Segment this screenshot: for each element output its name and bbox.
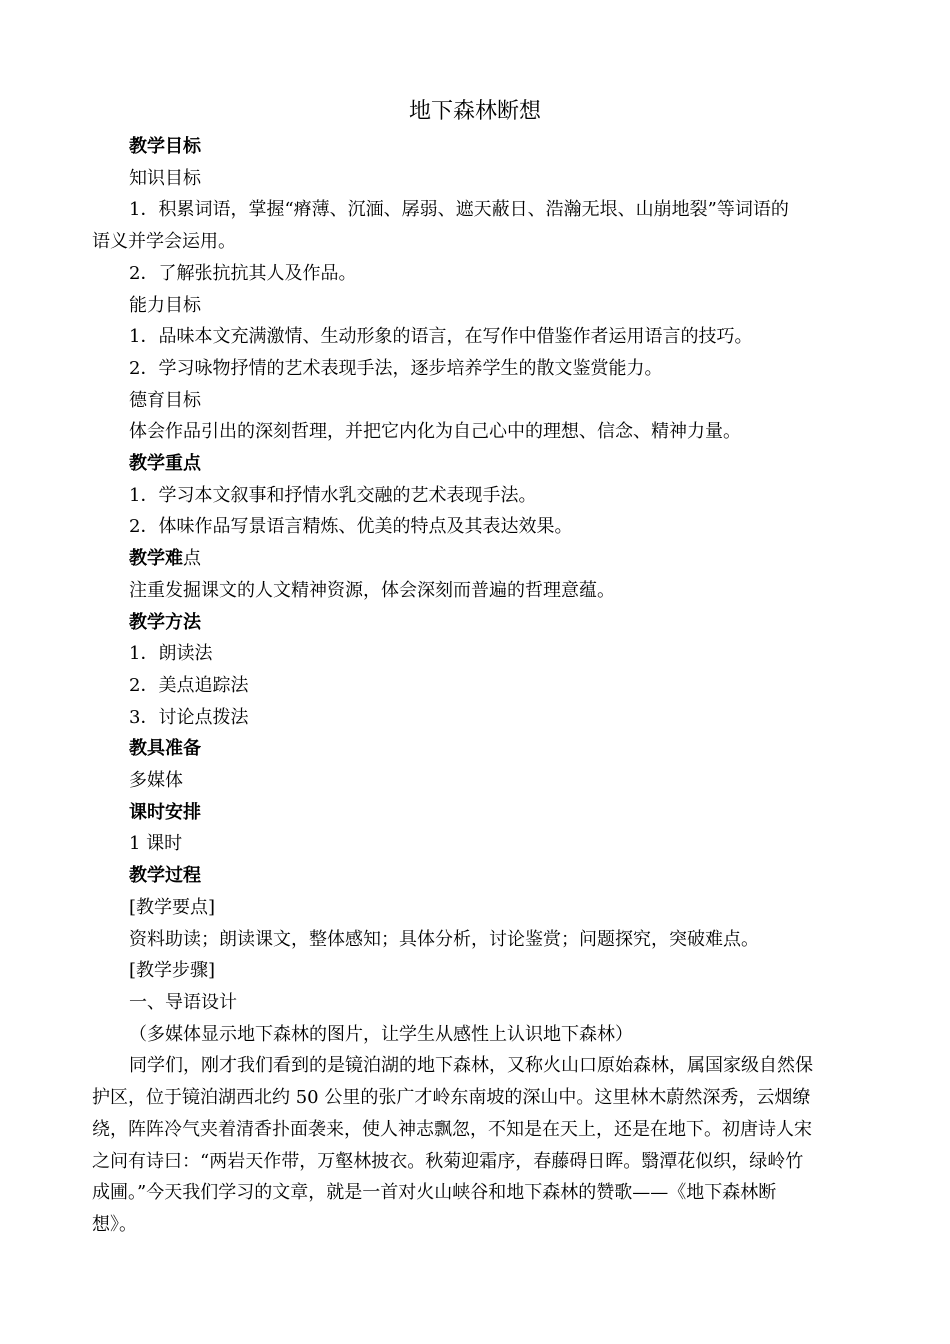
heading-difficulties-normal: 点 xyxy=(183,548,201,570)
intro-paragraph-line-3: 绕，阵阵冷气夹着清香扑面袭来，使人神志飘忽，不知是在天上，还是在地下。初唐诗人宋 xyxy=(92,1118,812,1140)
intro-paragraph-line-4: 之问有诗曰：“两岩天作带，万壑林披衣。秋菊迎霜序，春藤碍日晖。翳潭花似织，绿岭竹 xyxy=(92,1150,804,1172)
step-1-note: （多媒体显示地下森林的图片，让学生从感性上认识地下森林） xyxy=(129,1023,633,1045)
intro-paragraph-line-1: 同学们，刚才我们看到的是镜泊湖的地下森林，又称火山口原始森林，属国家级自然保 xyxy=(129,1055,813,1077)
heading-teaching-goals: 教学目标 xyxy=(129,136,201,157)
heading-difficulties-bold: 教学难 xyxy=(129,548,183,570)
knowledge-item-2: 2．了解张抗抗其人及作品。 xyxy=(129,262,357,284)
key-point-1: 1．学习本文叙事和抒情水乳交融的艺术表现手法。 xyxy=(129,484,537,506)
document-body xyxy=(92,131,860,1241)
subheading-moral-goals: 德育目标 xyxy=(129,389,201,411)
process-points-text: 资料助读；朗读课文，整体感知；具体分析，讨论鉴赏；问题探究，突破难点。 xyxy=(129,928,759,950)
heading-schedule: 课时安排 xyxy=(129,801,201,823)
intro-paragraph-line-2: 护区，位于镜泊湖西北约 50 公里的张广才岭东南坡的深山中。这里林木蔚然深秀，云烟缭 xyxy=(92,1087,811,1109)
ability-item-2: 2．学习咏物抒情的艺术表现手法，逐步培养学生的散文鉴赏能力。 xyxy=(129,357,663,379)
method-2: 2．美点追踪法 xyxy=(129,674,249,696)
knowledge-item-1-line-2: 语义并学会运用。 xyxy=(92,231,236,253)
ability-item-1: 1．品味本文充满激情、生动形象的语言，在写作中借鉴作者运用语言的技巧。 xyxy=(129,326,753,348)
document-title: 地下森林断想 xyxy=(408,99,541,124)
heading-difficulties xyxy=(92,543,860,575)
schedule-text: 1 课时 xyxy=(129,833,183,855)
intro-paragraph-line-6: 想》。 xyxy=(92,1213,137,1235)
moral-goal-text: 体会作品引出的深刻哲理，并把它内化为自己心中的理想、信念、精神力量。 xyxy=(129,421,741,443)
subheading-knowledge-goals: 知识目标 xyxy=(129,167,201,189)
tools-text: 多媒体 xyxy=(129,770,183,792)
method-1: 1．朗读法 xyxy=(129,643,213,665)
difficulty-text: 注重发掘课文的人文精神资源，体会深刻而普遍的哲理意蕴。 xyxy=(129,579,615,601)
method-3: 3．讨论点拨法 xyxy=(129,706,249,728)
knowledge-item-1-line-1: 1．积累词语，掌握“瘠薄、沉湎、孱弱、遮天蔽日、浩瀚无垠、山崩地裂”等词语的 xyxy=(129,199,789,221)
heading-process: 教学过程 xyxy=(129,865,201,887)
process-points-label: [教学要点] xyxy=(129,896,216,918)
key-point-2: 2．体味作品写景语言精炼、优美的特点及其表达效果。 xyxy=(129,516,573,538)
intro-paragraph-line-5: 成圃。”今天我们学习的文章，就是一首对火山峡谷和地下森林的赞歌——《地下森林断 xyxy=(92,1182,777,1204)
process-steps-label: [教学步骤] xyxy=(129,960,216,982)
heading-methods: 教学方法 xyxy=(129,611,201,633)
subheading-ability-goals: 能力目标 xyxy=(129,294,201,316)
heading-key-points: 教学重点 xyxy=(129,453,201,475)
step-1-heading: 一、导语设计 xyxy=(129,991,237,1013)
heading-tools: 教具准备 xyxy=(129,738,201,760)
